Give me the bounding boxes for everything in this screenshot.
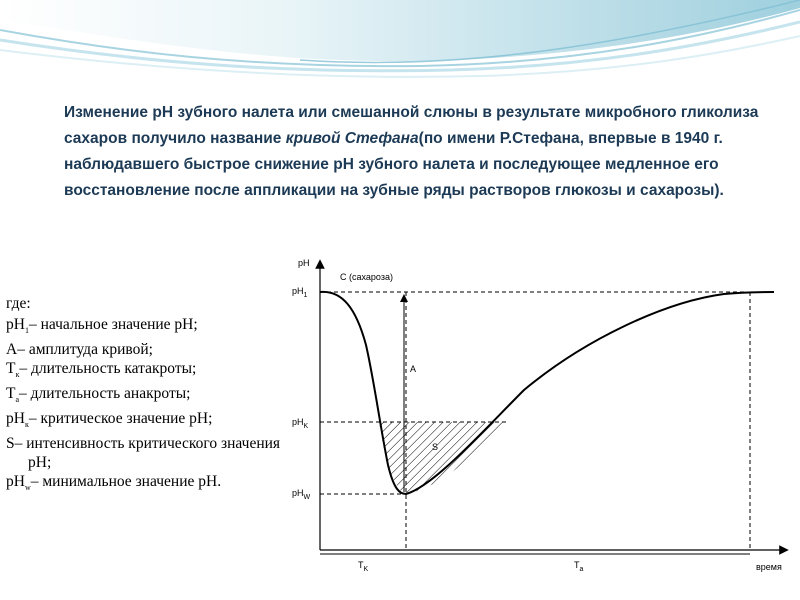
ta-label: $T_a$ [574, 560, 584, 573]
phk-label: $pH_K$ [292, 417, 309, 430]
stephan-curve-diagram [284, 250, 800, 578]
legend-item-ph1: $pH_1-$ начальное значение pH; [6, 316, 198, 336]
stephan-curve-figure [284, 250, 800, 578]
legend-item-phk: $pH_к-$ критическое значение pH; [6, 410, 213, 430]
legend-item-tk: $T_к-$ длительность катакроты; [6, 360, 197, 380]
legend-item-s: S– интенсивность критического значения pH; [6, 435, 281, 472]
x-axis-label: время [756, 562, 782, 572]
title-italic-term: кривой Стефана [285, 130, 419, 147]
legend-heading: где: [6, 295, 31, 312]
header-waves [0, 0, 800, 90]
legend-item-phw: $pH_w-$ минимальное значение pH. [6, 473, 222, 493]
ph1-label: $pH_1$ [292, 286, 308, 299]
tk-label: $T_K$ [358, 560, 369, 573]
legend-item-ta: $T_a-$ длительность анакроты; [6, 385, 191, 405]
page-title: Изменение рН зубного налета или смешанной слюны в результате микробного гликолиза сахаров получило название кривой Стефана(по имени Р.Стефана, впервые в 1940 г. наблюдавшего быстрое снижение рН зубного налета и последующее медленное его восстановление после аппликации на зубные ряды растворов глюкозы и сахарозы). [64, 104, 759, 199]
figure-background [284, 250, 800, 578]
area-s-label: S [432, 442, 439, 452]
legend-item-a: A– амплитуда кривой; [6, 341, 153, 359]
curve-label: С (сахароза) [340, 272, 393, 282]
y-axis-label: pH [298, 258, 310, 268]
phw-label: $pH_W$ [292, 488, 311, 501]
legend-list [6, 294, 284, 497]
amplitude-label: A [410, 364, 417, 374]
